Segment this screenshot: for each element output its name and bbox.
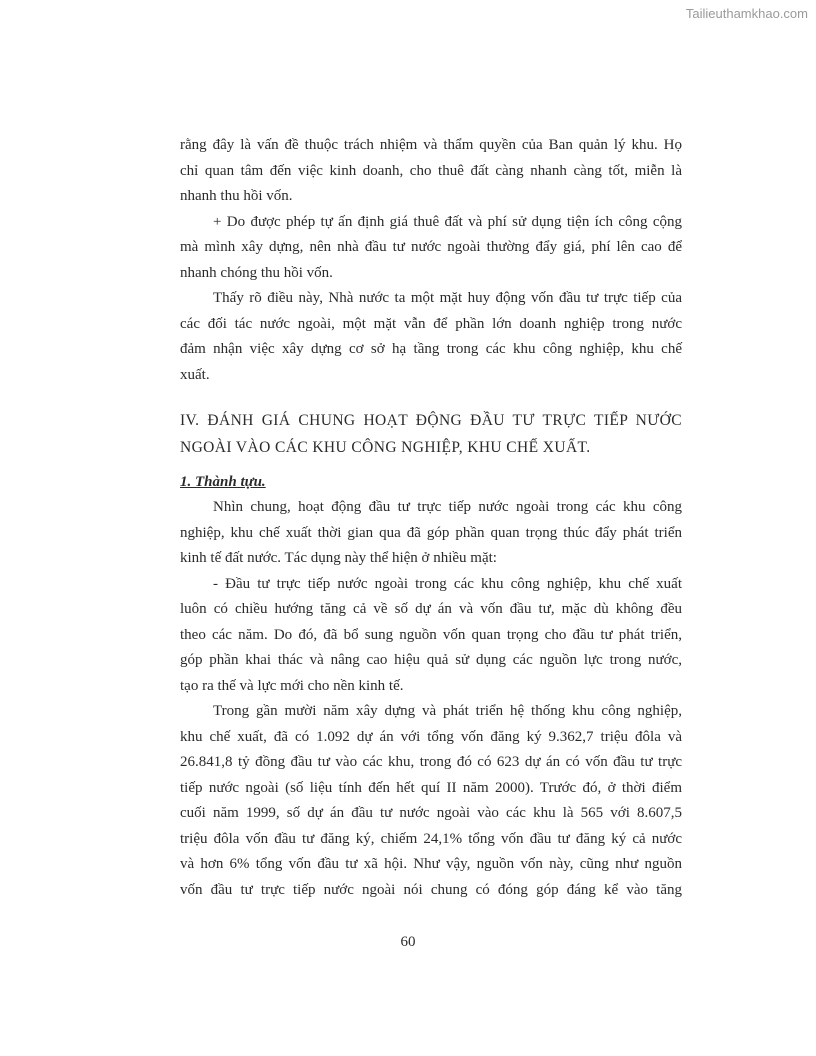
text-line: + Do được phép tự ấn định giá thuê đất và phí sử dụng tiện ích công cộng — [213, 213, 682, 230]
paragraph-state-policy — [180, 286, 682, 388]
paragraph-land-pricing — [180, 210, 682, 287]
text-line: Trong gần mười năm xây dựng và phát triển hệ thống khu công nghiệp, — [213, 703, 682, 719]
heading-line: IV. ĐÁNH GIÁ CHUNG HOẠT ĐỘNG ĐẦU TƯ TRỰC TIẾP NƯỚC — [180, 412, 682, 429]
paragraph-fdi-growth — [180, 572, 682, 700]
text-line: vốn đầu tư trực tiếp nước ngoài nói chung có đóng góp đáng kể vào tăng — [180, 881, 682, 898]
paragraph-overview — [180, 495, 682, 572]
text-line: Nhìn chung, hoạt động đầu tư trực tiếp nước ngoài trong các khu công — [213, 499, 682, 515]
text-line: các đối tác nước ngoài, một mặt vẫn để phần lớn doanh nghiệp trong nước — [180, 315, 682, 332]
text-line: luôn có chiều hướng tăng cả về số dự án và vốn đầu tư, mặc dù không đều — [180, 601, 682, 617]
text-line: xuất. — [180, 366, 210, 383]
text-line: góp phần khai thác và nâng cao hiệu quả sử dụng các nguồn lực trong nước, — [180, 652, 682, 668]
text-line: khu chế xuất, đã có 1.092 dự án với tổng vốn đăng ký 9.362,7 triệu đôla và — [180, 728, 682, 745]
text-line: và hơn 6% tổng vốn đầu tư xã hội. Như vậy, nguồn vốn này, cũng như nguồn — [180, 856, 682, 872]
page-body — [180, 133, 682, 903]
page-number: 60 — [400, 934, 416, 950]
heading-line: NGOÀI VÀO CÁC KHU CÔNG NGHIỆP, KHU CHẾ XUẤT. — [180, 439, 591, 456]
text-line: kinh tế đất nước. Tác dụng này thể hiện ở nhiều mặt: — [180, 550, 497, 566]
text-line: Thấy rõ điều này, Nhà nước ta một mặt huy động vốn đầu tư trực tiếp của — [213, 290, 682, 306]
text-line: đảm nhận việc xây dựng cơ sở hạ tầng trong các khu công nghiệp, khu chế — [180, 341, 682, 357]
text-line: tiếp nước ngoài (số liệu tính đến hết quí II năm 2000). Trước đó, ở thời điểm — [180, 779, 682, 796]
paragraph-continuation — [180, 133, 682, 210]
paragraph-statistics — [180, 699, 682, 903]
text-line: - Đầu tư trực tiếp nước ngoài trong các khu công nghiệp, khu chế xuất — [213, 575, 682, 592]
text-line: nghiệp, khu chế xuất thời gian qua đã góp phần quan trọng thúc đẩy phát triển — [180, 524, 682, 541]
text-line: nhanh chóng thu hồi vốn. — [180, 264, 333, 281]
text-line: triệu đôla vốn đầu tư đăng ký, chiếm 24,1% tổng vốn đầu tư đăng ký cả nước — [180, 830, 682, 847]
text-line: mà mình xây dựng, nên nhà đầu tư nước ngoài thường đẩy giá, phí lên cao để — [180, 239, 682, 255]
section-heading — [180, 407, 682, 461]
text-line: rằng đây là vấn đề thuộc trách nhiệm và thẩm quyền của Ban quản lý khu. Họ — [180, 137, 682, 153]
text-line: tạo ra thế và lực mới cho nền kinh tế. — [180, 677, 404, 694]
watermark: Tailieuthamkhao.com — [685, 6, 808, 21]
text-line: 26.841,8 tỷ đồng đầu tư vào các khu, trong đó có 623 dự án có vốn đầu tư trực — [180, 754, 682, 770]
subheading: 1. Thành tựu. — [180, 474, 266, 490]
text-line: nhanh thu hồi vốn. — [180, 188, 293, 204]
text-line: theo các năm. Do đó, đã bổ sung nguồn vốn quan trọng cho đầu tư phát triển, — [180, 626, 682, 643]
text-line: chỉ quan tâm đến việc kinh doanh, cho thuê đất càng nhanh càng tốt, miễn là — [180, 162, 682, 179]
text-line: cuối năm 1999, số dự án đầu tư nước ngoài vào các khu là 565 với 8.607,5 — [180, 805, 682, 821]
